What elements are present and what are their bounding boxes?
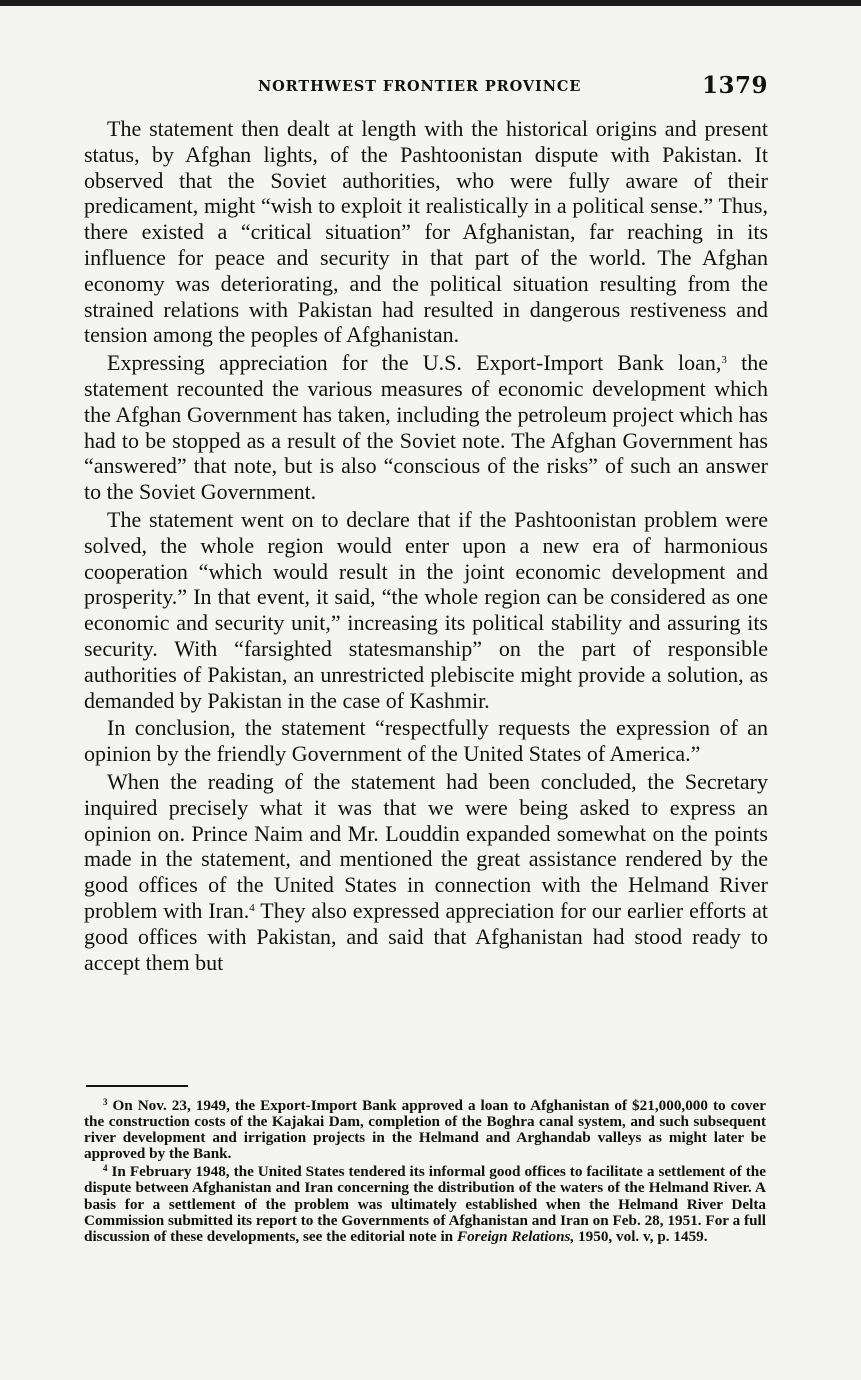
footnote-3-text: On Nov. 23, 1949, the Export-Import Bank approved a loan to Afghanistan of $21,000,000 to cover the construction costs of the Kajakai Dam, completion of the Boghra canal system, and such subsequent river development and irrigation projects in the Helmand and Arghandab valleys as might later be approved by the Bank. [84, 1097, 766, 1163]
footnote-ref-4: 4 [249, 901, 255, 914]
paragraph-4: In conclusion, the statement “respectfully requests the expression of an opinion by the friendly Government of the United States of America.” [84, 715, 768, 767]
paragraph-2 [84, 350, 768, 505]
paragraph-5-text-a: When the reading of the statement had been concluded, the Secretary inquired precisely what it was that we were being asked to express an opinion on. Prince Naim and Mr. Louddin expanded somewhat on the points made in the statement, and mentioned the great assistance rendered by the good offices of the United States in connection with the Helmand River problem with Iran. [84, 768, 768, 923]
footnotes [84, 1098, 766, 1247]
running-title: NORTHWEST FRONTIER PROVINCE [258, 78, 582, 95]
footnote-4-citation: Foreign Relations, [456, 1227, 575, 1245]
footnote-4-marker: 4 [103, 1163, 108, 1174]
paragraph-3: The statement went on to declare that if the Pashtoonistan problem were solved, the whole region would enter upon a new era of harmonious cooperation “which would result in the joint economic development and prosperity.” In that event, it said, “the whole region can be considered as one economic and security unit,” increasing its political stability and assuring its security. With “farsighted statesmanship” on the part of responsible authorities of Pakistan, an unrestricted plebiscite might provide a solution, as demanded by Pakistan in the case of Kashmir. [84, 506, 768, 713]
footnote-divider [86, 1085, 188, 1087]
footnote-ref-3: 3 [721, 354, 727, 367]
running-head [86, 72, 768, 104]
footnote-3-marker: 3 [103, 1097, 108, 1107]
top-border-rule [0, 0, 861, 6]
paragraph-5 [84, 769, 768, 975]
page-number: 1379 [701, 72, 768, 99]
paragraph-2-text-a: Expressing appreciation for the U.S. Export-Import Bank loan, [107, 350, 722, 376]
paragraph-1: The statement then dealt at length with the historical origins and present status, by Afghan lights, of the Pashtoonistan dispute with Pakistan. It observed that the Soviet authorities, who were fully aware of their predicament, might “wish to exploit it realistically in a political sense.” Thus, there existed a “critical situation” for Afghanistan, far reaching in its influence for peace and security in that part of the world. The Afghan economy was deteriorating, and the political situation resulting from the strained relations with Pakistan had resulted in dangerous restiveness and tension among the peoples of Afghanistan. [84, 116, 768, 348]
body-text [84, 116, 768, 977]
footnote-4-end: 1950, vol. v, p. 1459. [574, 1227, 708, 1245]
paragraph-2-text-b: the statement recounted the various measures of economic development which the Afghan Government has taken, including the petroleum project which has had to be stopped as a result of the Soviet note. The Afghan Government has “answered” that note, but is also “conscious of the risks” of such an answer to the Soviet Government. [84, 350, 768, 505]
footnote-4-text: In February 1948, the United States tendered its informal good offices to facilitate a settlement of the dispute between Afghanistan and Iran concerning the distribution of the waters of the Helmand River. A basis for a settlement of the problem was ultimately established when the Helmand River Delta Commission submitted its report to the Governments of Afghanistan and Iran on Feb. 28, 1951. For a full discussion of these developments, see the editorial note in [84, 1163, 766, 1245]
footnote-4 [84, 1164, 766, 1244]
footnote-3 [84, 1098, 766, 1162]
paragraph-5-text-b: They also expressed appreciation for our earlier efforts at good offices with Pakistan, and said that Afghanistan had stood ready to accept them but [84, 897, 768, 975]
